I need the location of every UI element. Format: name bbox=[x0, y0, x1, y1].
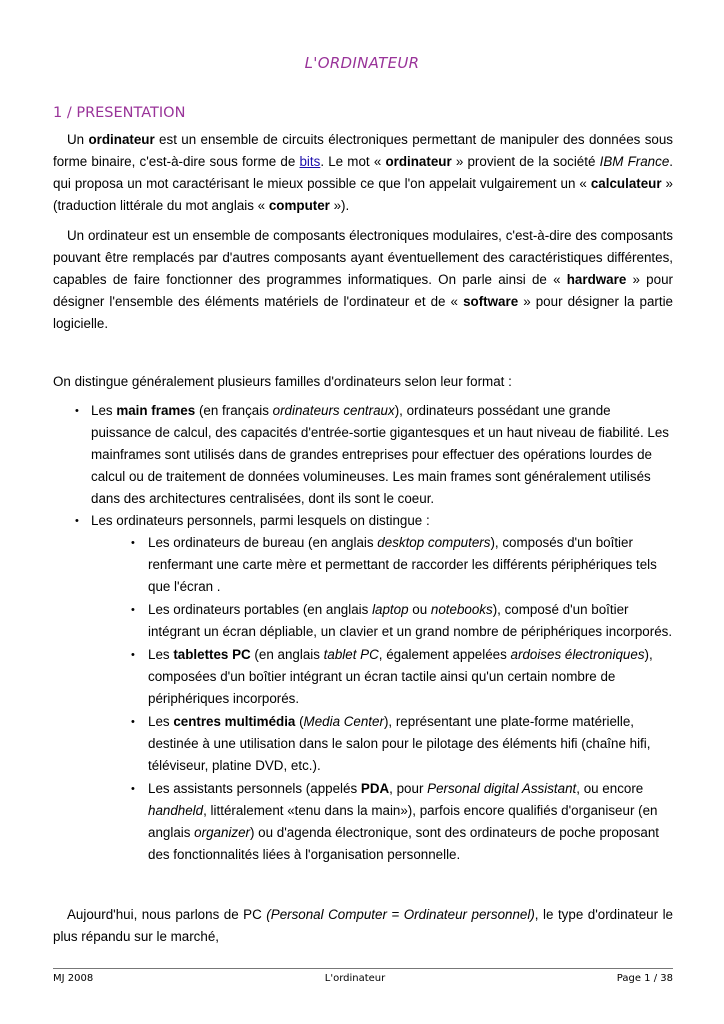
bold-term: tablettes PC bbox=[173, 647, 251, 662]
list-item-text bbox=[148, 647, 653, 706]
list-item-text bbox=[148, 535, 657, 594]
italic-term: laptop bbox=[372, 602, 409, 617]
paragraph-definition bbox=[53, 129, 673, 217]
italic-term: notebooks bbox=[430, 602, 493, 617]
text-run: Aujourd'hui, nous parlons de PC bbox=[67, 907, 267, 922]
bold-term: hardware bbox=[566, 272, 627, 287]
paragraph-pc bbox=[53, 904, 673, 948]
text-run: ou bbox=[408, 602, 431, 617]
text-run: , littéralement «tenu dans la main»), parfois encore qualifiés d'organiseur (en anglais bbox=[148, 803, 658, 840]
bullet-icon: • bbox=[75, 515, 79, 527]
sublist-item-pda bbox=[53, 778, 673, 866]
bold-term: calculateur bbox=[590, 176, 662, 191]
italic-term: Personal digital Assistant bbox=[427, 781, 577, 796]
bold-term: ordinateur bbox=[385, 154, 452, 169]
bits-link[interactable]: bits bbox=[299, 154, 321, 169]
list-item-text bbox=[91, 403, 669, 506]
italic-term: desktop computers bbox=[377, 535, 491, 550]
text-run: ), ordinateurs possédant une grande puissance de calcul, des capacités d'entrée-sortie gigantesques et un haut niveau de fiabilité. Les mainframes sont utilisés dans de grandes entreprises pour effectuer des opérations lourdes de calcul ou de traitement de données volumineuses. Les main frames sont généralement utilisés dans des architectures centralisées, dont ils sont le coeur. bbox=[91, 403, 669, 506]
text-run: ), composées d'un boîtier intégrant un écran tactile ainsi qu'un certain nombre de périphériques incorporés. bbox=[148, 647, 653, 706]
list-item-text bbox=[91, 513, 430, 528]
text-run: , ou encore bbox=[576, 781, 644, 796]
text-run: , le type d'ordinateur le plus répandu sur le marché, bbox=[53, 907, 674, 944]
bullet-icon: • bbox=[75, 405, 79, 417]
text-run: , également appelées bbox=[378, 647, 511, 662]
list-item-personal bbox=[53, 510, 673, 866]
text-run: » provient de la société bbox=[451, 154, 600, 169]
families-list bbox=[53, 400, 673, 866]
list-item-text bbox=[148, 781, 659, 862]
italic-term: handheld bbox=[148, 803, 204, 818]
italic-term: Media Center bbox=[303, 714, 384, 729]
text-run: Les ordinateurs personnels, parmi lesquels on distingue : bbox=[91, 513, 430, 528]
text-run: Un bbox=[67, 132, 89, 147]
text-run: Les assistants personnels (appelés bbox=[148, 781, 361, 796]
text-run: ) ou d'agenda électronique, sont des ordinateurs de poche proposant des fonctionnalités liées à l'organisation personnelle. bbox=[148, 825, 660, 862]
text-run: Les bbox=[148, 647, 174, 662]
intro-section bbox=[53, 129, 673, 948]
bullet-icon: • bbox=[131, 783, 135, 795]
text-run: , pour bbox=[389, 781, 428, 796]
personal-sublist bbox=[53, 532, 673, 866]
text-run: » (traduction littérale du mot anglais « bbox=[53, 176, 674, 213]
paragraph-components bbox=[53, 225, 673, 335]
text-run: (en français bbox=[195, 403, 273, 418]
bold-term: ordinateur bbox=[88, 132, 155, 147]
italic-term: tablet PC bbox=[323, 647, 379, 662]
text-run: ( bbox=[295, 714, 304, 729]
bold-term: software bbox=[463, 294, 519, 309]
text-run: ), composés d'un boîtier renfermant une carte mère et permettant de raccorder les différents périphériques tels que l'écran . bbox=[148, 535, 657, 594]
text-run: ), composé d'un boîtier intégrant un écran dépliable, un clavier et un grand nombre de périphériques incorporés. bbox=[148, 602, 673, 639]
text-run: On distingue généralement plusieurs familles d'ordinateurs selon leur format : bbox=[53, 374, 512, 389]
bullet-icon: • bbox=[131, 649, 135, 661]
text-run: . qui proposa un mot caractérisant le mieux possible ce que l'on appelait vulgairement un « bbox=[53, 154, 674, 191]
bold-term: PDA bbox=[360, 781, 390, 796]
text-run: Les bbox=[91, 403, 117, 418]
list-item-text bbox=[148, 602, 672, 639]
text-run: Un ordinateur est un ensemble de composants électroniques modulaires, c'est-à-dire des composants pouvant être remplacés par d'autres composants ayant éventuellement des caractéristiques différentes, capables de faire fonctionner des programmes informatiques. On parle ainsi de « bbox=[53, 228, 673, 287]
page-footer bbox=[53, 968, 673, 984]
sublist-item-desktop bbox=[53, 532, 673, 598]
list-item-text bbox=[148, 714, 650, 773]
italic-term: ordinateurs centraux bbox=[272, 403, 395, 418]
bullet-icon: • bbox=[131, 716, 135, 728]
footer-page-number: Page 1 / 38 bbox=[616, 973, 673, 984]
text-run: . Le mot « bbox=[320, 154, 386, 169]
text-run: »). bbox=[329, 198, 350, 213]
text-run: Les ordinateurs portables (en anglais bbox=[148, 602, 373, 617]
sublist-item-tablet bbox=[53, 644, 673, 710]
text-run: Les bbox=[148, 714, 174, 729]
list-item-mainframes bbox=[53, 400, 673, 510]
paragraph-families bbox=[53, 371, 673, 393]
bold-term: main frames bbox=[116, 403, 196, 418]
footer-title: L'ordinateur bbox=[324, 973, 386, 984]
italic-term: organizer bbox=[194, 825, 250, 840]
text-run: est un ensemble de circuits électroniques permettant de manipuler des données sous forme binaire, c'est-à-dire sous forme de bbox=[53, 132, 673, 169]
text-run: ), représentant une plate-forme matérielle, destinée à une utilisation dans le salon pour le pilotage des éléments hifi (chaîne hifi, téléviseur, platine DVD, etc.). bbox=[148, 714, 651, 773]
footer-author: MJ 2008 bbox=[53, 973, 94, 984]
bullet-icon: • bbox=[131, 537, 135, 549]
section-heading: 1 / PRESENTATION bbox=[53, 105, 186, 121]
bold-term: centres multimédia bbox=[173, 714, 296, 729]
bold-term: computer bbox=[268, 198, 330, 213]
italic-term: IBM France bbox=[599, 154, 670, 169]
text-run: (en anglais bbox=[250, 647, 324, 662]
sublist-item-laptop bbox=[53, 599, 673, 643]
italic-term: ardoises électroniques bbox=[510, 647, 645, 662]
text-run: Les ordinateurs de bureau (en anglais bbox=[148, 535, 378, 550]
document-title: L'ORDINATEUR bbox=[304, 54, 420, 72]
bullet-icon: • bbox=[131, 604, 135, 616]
text-run: » pour désigner la partie logicielle. bbox=[53, 294, 674, 331]
sublist-item-media-center bbox=[53, 711, 673, 777]
text-run: » pour désigner l'ensemble des éléments matériels de l'ordinateur et de « bbox=[53, 272, 673, 309]
italic-term: (Personal Computer = Ordinateur personnel) bbox=[266, 907, 535, 922]
